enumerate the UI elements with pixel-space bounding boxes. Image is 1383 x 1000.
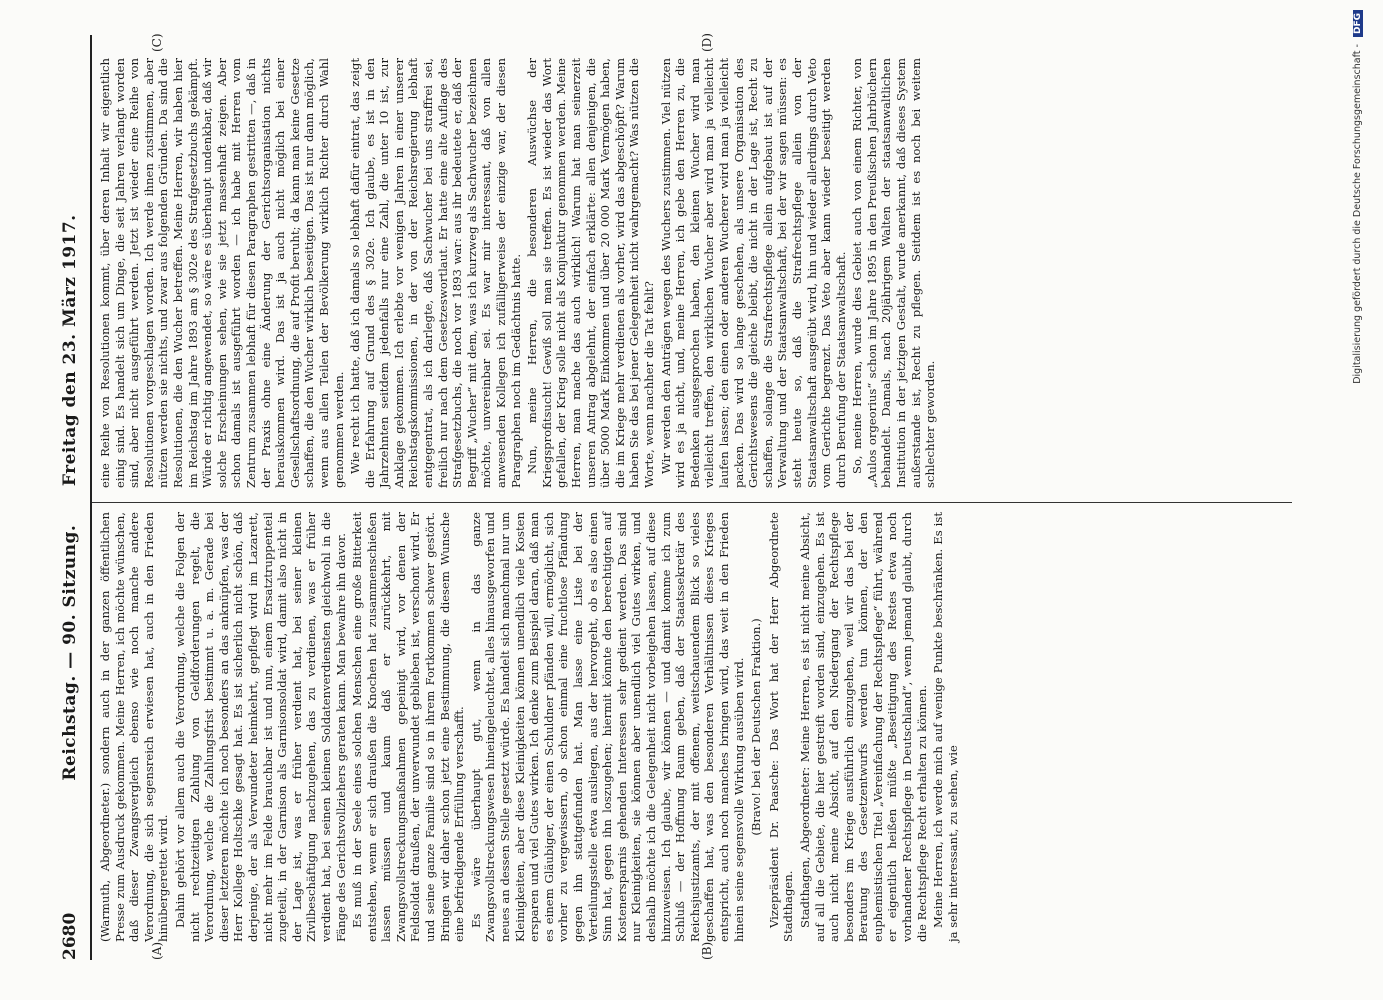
column-divider (92, 502, 1292, 503)
paragraph: Wie recht ich hatte, daß ich damals so lebhaft dafür eintrat, das zeigt die Erfahrung auf Grund des § 302e. Ich glaube, es ist in den Jahrzehnten seitdem jedenfalls nur eine Zahl, die unter 10 ist, zur Anklage gekommen. Ich erlebte vor wenigen Jahren in einer unserer Reichstagskommissionen, in der von der Reichsregierung lebhaft entgegentrat, als ich darlegte, daß Sachwucher bei uns straffrei sei, freilich nur nach dem Gesetzeswortlaut. Er hatte eine alte Auflage des Strafgesetzbuchs, die noch vor 1893 war: aus ihr bedeutete er, daß der Begriff „Wucher“ mit dem, was ich kurzweg als Sachwucher bezeichnen möchte, unvereinbar sei. Es war mir interessant, daß von allen anwesenden Kollegen ich zufälligerweise der einzige war, der diesen Paragraphen noch im Gedächtnis hatte. (348, 58, 523, 488)
margin-marker-a: (A) (150, 941, 164, 960)
credit-text: Digitalisierung gefördert durch die Deutsche Forschungsgemeinschaft - (1352, 44, 1363, 384)
paragraph: Es wäre überhaupt gut, wenn in das ganze Zwangsvollstreckungswesen hineingeleuchtet, alles hinausgeworfen und neues an dessen Stelle gesetzt würde. Es handelt sich manchmal nur um Kleinigkeiten, aber diese Kleinigkeiten können unendlich viele Kosten ersparen und viel Gutes wirken. Ich denke zum Beispiel daran, daß man es einem Gläubiger, der einen Schuldner pfänden will, ermöglicht, sich vorher zu vergewissern, ob schon einmal eine fruchtlose Pfändung gegen ihn stattgefunden hat. Man lasse eine Liste bei der Verteilungsstelle etwa ausliegen, aus der hervorgeht, ob es also einen Sinn hat, gegen ihn loszugehen; hiermit könnte den berechtigten auf Kostenersparnis gehenden Interessen sehr gedient werden. Das sind nur Kleinigkeiten, sie können aber unendlich viel Gutes wirken, und deshalb möchte ich die Gelegenheit nicht vorbeigehen lassen, auf diese hinzuweisen. Ich glaube, wir können — und damit komme ich zum Schluß — der Hoffnung Raum geben, daß der Staatssekretär des Reichsjustizamts, der mit offenem, weitschauendem Blick so vieles geschaffen hat, was den besonderen Verhältnissen dieses Krieges entspricht, auch noch manches bringen wird, das weit in den Frieden hinein seine segensvolle Wirkung ausüben wird. (468, 512, 746, 942)
session-date: Freitag den 23. März 1917. (60, 214, 80, 487)
paragraph: Dahin gehört vor allem auch die Verordnung, welche die Folgen der nicht rechtzeitigen Zahlung von Geldforderungen regelt, die Verordnung, welche die Zahlungsfrist bestimmt u. a. m. Gerade bei dieser letzteren möchte ich noch besonders an das anknüpfen, was der Herr Kollege Holtschke gesagt hat. Es ist sicherlich nicht schön, daß derjenige, der als Verwundeter heimkehrt, gepflegt wird im Lazarett, nicht mehr im Felde brauchbar ist und nun, einem Ersatztruppenteil zugeteilt, in der Garnison als Garnisonsoldat wird, damit also nicht in der Lage ist, was er früher verdient hat, bei seiner kleinen Zivilbeschäftigung nachzugehen, das zu verdienen, was er früher verdient hat, bei seinen kleinen Soldatenverdiensten gleichwohl in die Fänge des Gerichtsvollziehers geraten kann. Man bewahre ihn davor. (172, 512, 348, 942)
applause-note: (Bravo! bei der Deutschen Fraktion.) (749, 618, 764, 836)
paragraph: Meine Herren, ich werde mich auf wenige Punkte beschränken. Es ist ja sehr interessant, zu sehen, wie (931, 512, 960, 942)
paragraph: Wir werden den Anträgen wegen des Wuchers zustimmen. Viel nützen wird es ja nicht, und, meine Herren, ich gebe den Herren zu, die Bedenken ausgesprochen haben, den kleinen Wucher wird man vielleicht treffen, den wirklichen Wucher aber wird man ja vielleicht laufen lassen; den einen oder anderen Wucherer wird man ja vielleicht packen. Das wird so lange geschehen, als unsere Organisation des Gerichtswesens die gleiche bleibt, die nicht in der Lage ist, Recht zu schaffen, solange die Strafrechtspflege allein aufgebaut ist auf der Verwaltung und der Staatsanwaltschaft, bei der wir sagen müssen: es steht heute so, daß die Strafrechtspflege allein von der Staatsanwaltschaft ausgeübt wird, hin und wieder allerdings durch Veto vom Gerichte begrenzt. Das Veto aber kann wieder beseitigt werden durch Berufung der Staatsanwaltschaft. (658, 58, 848, 488)
digitization-credit (1352, 10, 1363, 980)
dfg-logo: DFG (1353, 10, 1363, 37)
margin-marker-d: (D) (700, 33, 714, 52)
margin-marker-c: (C) (150, 33, 164, 52)
page-header (56, 35, 92, 960)
paragraph: eine Reihe von Resolutionen kommt, über deren Inhalt wir eigentlich einig sind. Es handelt sich um Dinge, die seit Jahren verlangt worden sind, aber nicht ausgeführt werden. Jetzt ist wieder eine Reihe von Resolutionen vorgeschlagen worden. Ich werde ihnen zustimmen, aber nützen werden sie nichts, und zwar aus folgenden Gründen. Da sind die Resolutionen, die den Wucher betreffen. Meine Herren, wir haben hier im Reichstag im Jahre 1893 am § 302e des Strafgesetzbuchs gekämpft. Würde er richtig angewendet, so wäre es überhaupt undenkbar, daß wir solche Erscheinungen sehen, wie sie jetzt massenhaft zeigen. Aber schon damals ist ausgeführt worden — ich habe mit Herren vom Zentrum zusammen lebhaft für diesen Paragraphen gestritten —, daß in der Praxis ohne eine Änderung der Gerichtsorganisation nichts herauskommen wird. Das ist ja auch nicht möglich bei einer Gesellschaftsordnung, die auf Profit beruht; da kann man keine Gesetze schaffen, die den Wucher wirklich beseitigen. Das ist nur dann möglich, wenn aus allen Teilen der Bevölkerung wirklich Richter durch Wahl genommen werden. (98, 58, 346, 488)
paragraph: So, meine Herren, wurde dies Gebiet auch von einem Richter, von „Aulos orgeorius“ schon im Jahre 1895 in den Preußischen Jahrbüchern behandelt. Damals, nach 20jährigem Walten der staatsanwaltlichen Institution in der jetzigen Gestalt, wurde anerkannt, daß dieses System außerstande ist, Recht zu pflegen. Seitdem ist es noch bei weitem schlechter geworden. (850, 58, 938, 488)
page-number: 2680 (60, 912, 80, 960)
running-title (60, 35, 80, 960)
margin-marker-b: (B) (700, 941, 714, 960)
left-column (98, 512, 962, 942)
paragraph: (Warmuth, Abgeordneter.) sondern auch in der ganzen öffentlichen Presse zum Ausdruck gekommen. Meine Herren, ich möchte wünschen, daß dieser Zwangsvergleich ebenso wie noch manche andere Verordnung, die sich segensreich erwiesen hat, auch in den Frieden hinübergerettet wird. (98, 512, 171, 942)
speaker-intro: Vizepräsident Dr. Paasche: Das Wort hat der Herr Abgeordnete Stadthagen. (766, 512, 796, 942)
right-column (98, 58, 940, 488)
session-title: Reichstag. — 90. Sitzung. (60, 524, 80, 781)
paragraph: Stadthagen, Abgeordneter: Meine Herren, es ist nicht meine Absicht, auf all die Gebiete, die hier gestreift worden sind, einzugehen. Es ist auch nicht meine Absicht, auf den Niedergang der Rechtspflege besonders im Kriege ausführlich einzugehen, weil wir das bei der Beratung des Gesetzentwurfs werden tun können, der den euphemistischen Titel „Vereinfachung der Rechtspflege“ führt, während er eigentlich heißen müßte „Beseitigung des Restes etwa noch vorhandener Rechtspflege in Deutschland“, wenn jemand glaubt, durch die Rechtspflege Recht erhalten zu können. (797, 512, 929, 942)
paragraph: Es muß in der Seele eines solchen Menschen eine große Bitterkeit entstehen, wenn er sich draußen die Knochen hat zusammenschießen lassen müssen und kaum daß er zurückkehrt, mit Zwangsvollstreckungsmaßnahmen gepeinigt wird, vor denen der Feldsoldat draußen, der unverwundet geblieben ist, verschont wird. Er und seine ganze Familie sind so in ihrem Fortkommen schwer gestört. Bringen wir daher schon jetzt eine Bestimmung, die diesem Wunsche eine befriedigende Erfüllung verschafft. (350, 512, 467, 942)
paragraph: Nun, meine Herren, die besonderen Auswüchse der Kriegsprofitsucht! Gewiß soll man sie treffen. Es ist wieder das Wort gefallen, der Krieg solle nicht als Konjunktur genommen werden. Meine Herren, man mache das auch wirklich! Warum hat man seinerzeit unseren Antrag abgelehnt, der einfach erklärte: allen denjenigen, die über 5000 Mark Einkommen und über 20 000 Mark Vermögen haben, die im Kriege mehr verdienen als vorher, wird das abgeschöpft? Warum haben Sie das bei jener Gelegenheit nicht wahrgemacht? Was nützen die Worte, wenn nachher die Tat fehlt? (525, 58, 656, 488)
